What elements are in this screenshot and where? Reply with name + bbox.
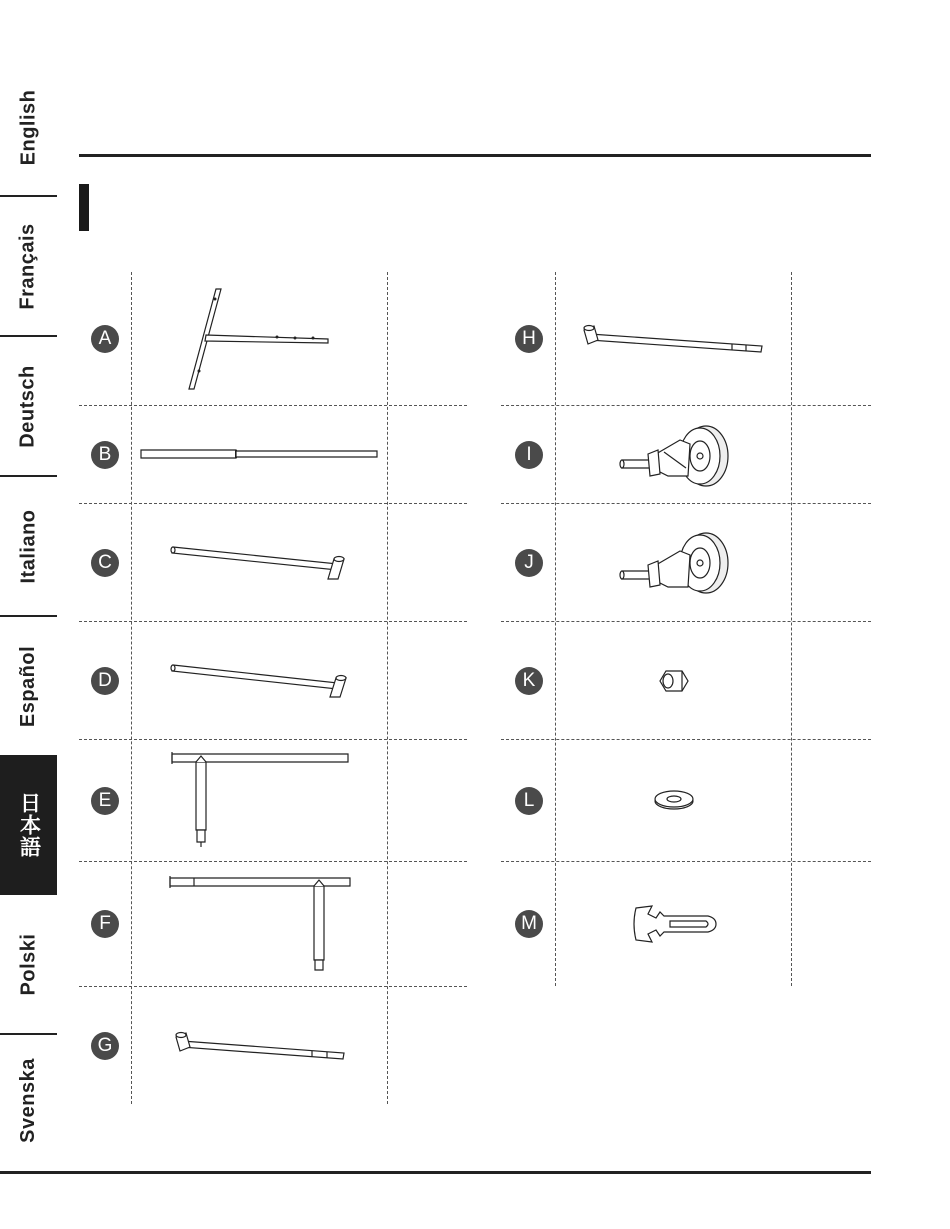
grid-line [501,405,871,406]
part-badge-g: G [91,1032,119,1060]
header-rule [79,154,871,157]
part-badge-b: B [91,441,119,469]
part-badge-h: H [515,325,543,353]
tab-polski[interactable] [0,895,57,1033]
grid-line [501,503,871,504]
tab-italiano[interactable] [0,477,57,615]
grid-line [79,503,467,504]
grid-line [79,861,467,862]
footer-rule [0,1171,871,1174]
grid-line [501,621,871,622]
axle-bar-icon [172,1025,352,1065]
tab-svenska-label: Svenska [17,1057,40,1143]
wrench-icon [630,900,720,948]
grid-line [555,272,556,986]
tab-english-label: English [17,89,40,166]
tab-polski-label: Polski [17,933,40,995]
tab-italiano-label: Italiano [17,508,40,584]
part-badge-c: C [91,549,119,577]
t-crossbar-icon [166,872,356,977]
washer-icon [653,789,695,811]
tab-francais-label: Français [17,222,40,310]
t-frame-icon [185,285,335,395]
part-badge-e: E [91,787,119,815]
tab-deutsch[interactable] [0,337,57,475]
tab-deutsch-label: Deutsch [17,364,39,448]
grid-line [79,621,467,622]
caster-wheel-icon [618,418,730,488]
part-badge-d: D [91,667,119,695]
axle-bar-icon [170,543,352,583]
axle-bar-icon [580,320,768,360]
grid-line [501,861,871,862]
t-crossbar-icon [168,750,352,850]
tab-japanese-label: 日本語 [17,792,41,858]
part-badge-m: M [515,910,543,938]
tab-svenska[interactable] [0,1035,57,1165]
hex-nut-icon [658,669,690,693]
axle-bar-icon [170,661,352,701]
grid-line [79,986,467,987]
part-badge-j: J [515,549,543,577]
tab-espanol-label: Español [17,645,40,727]
telescopic-pole-icon [140,448,380,460]
grid-line [131,272,132,1104]
section-title-marker [79,184,89,231]
tab-english[interactable] [0,60,57,195]
tab-espanol[interactable] [0,617,57,755]
tab-francais[interactable] [0,197,57,335]
part-badge-f: F [91,910,119,938]
grid-line [79,405,467,406]
grid-line [79,739,467,740]
part-badge-a: A [91,325,119,353]
caster-wheel-icon [618,527,730,597]
part-badge-l: L [515,787,543,815]
grid-line [387,272,388,1104]
grid-line [501,739,871,740]
grid-line [791,272,792,986]
part-badge-k: K [515,667,543,695]
part-badge-i: I [515,441,543,469]
tab-japanese[interactable] [0,755,57,895]
